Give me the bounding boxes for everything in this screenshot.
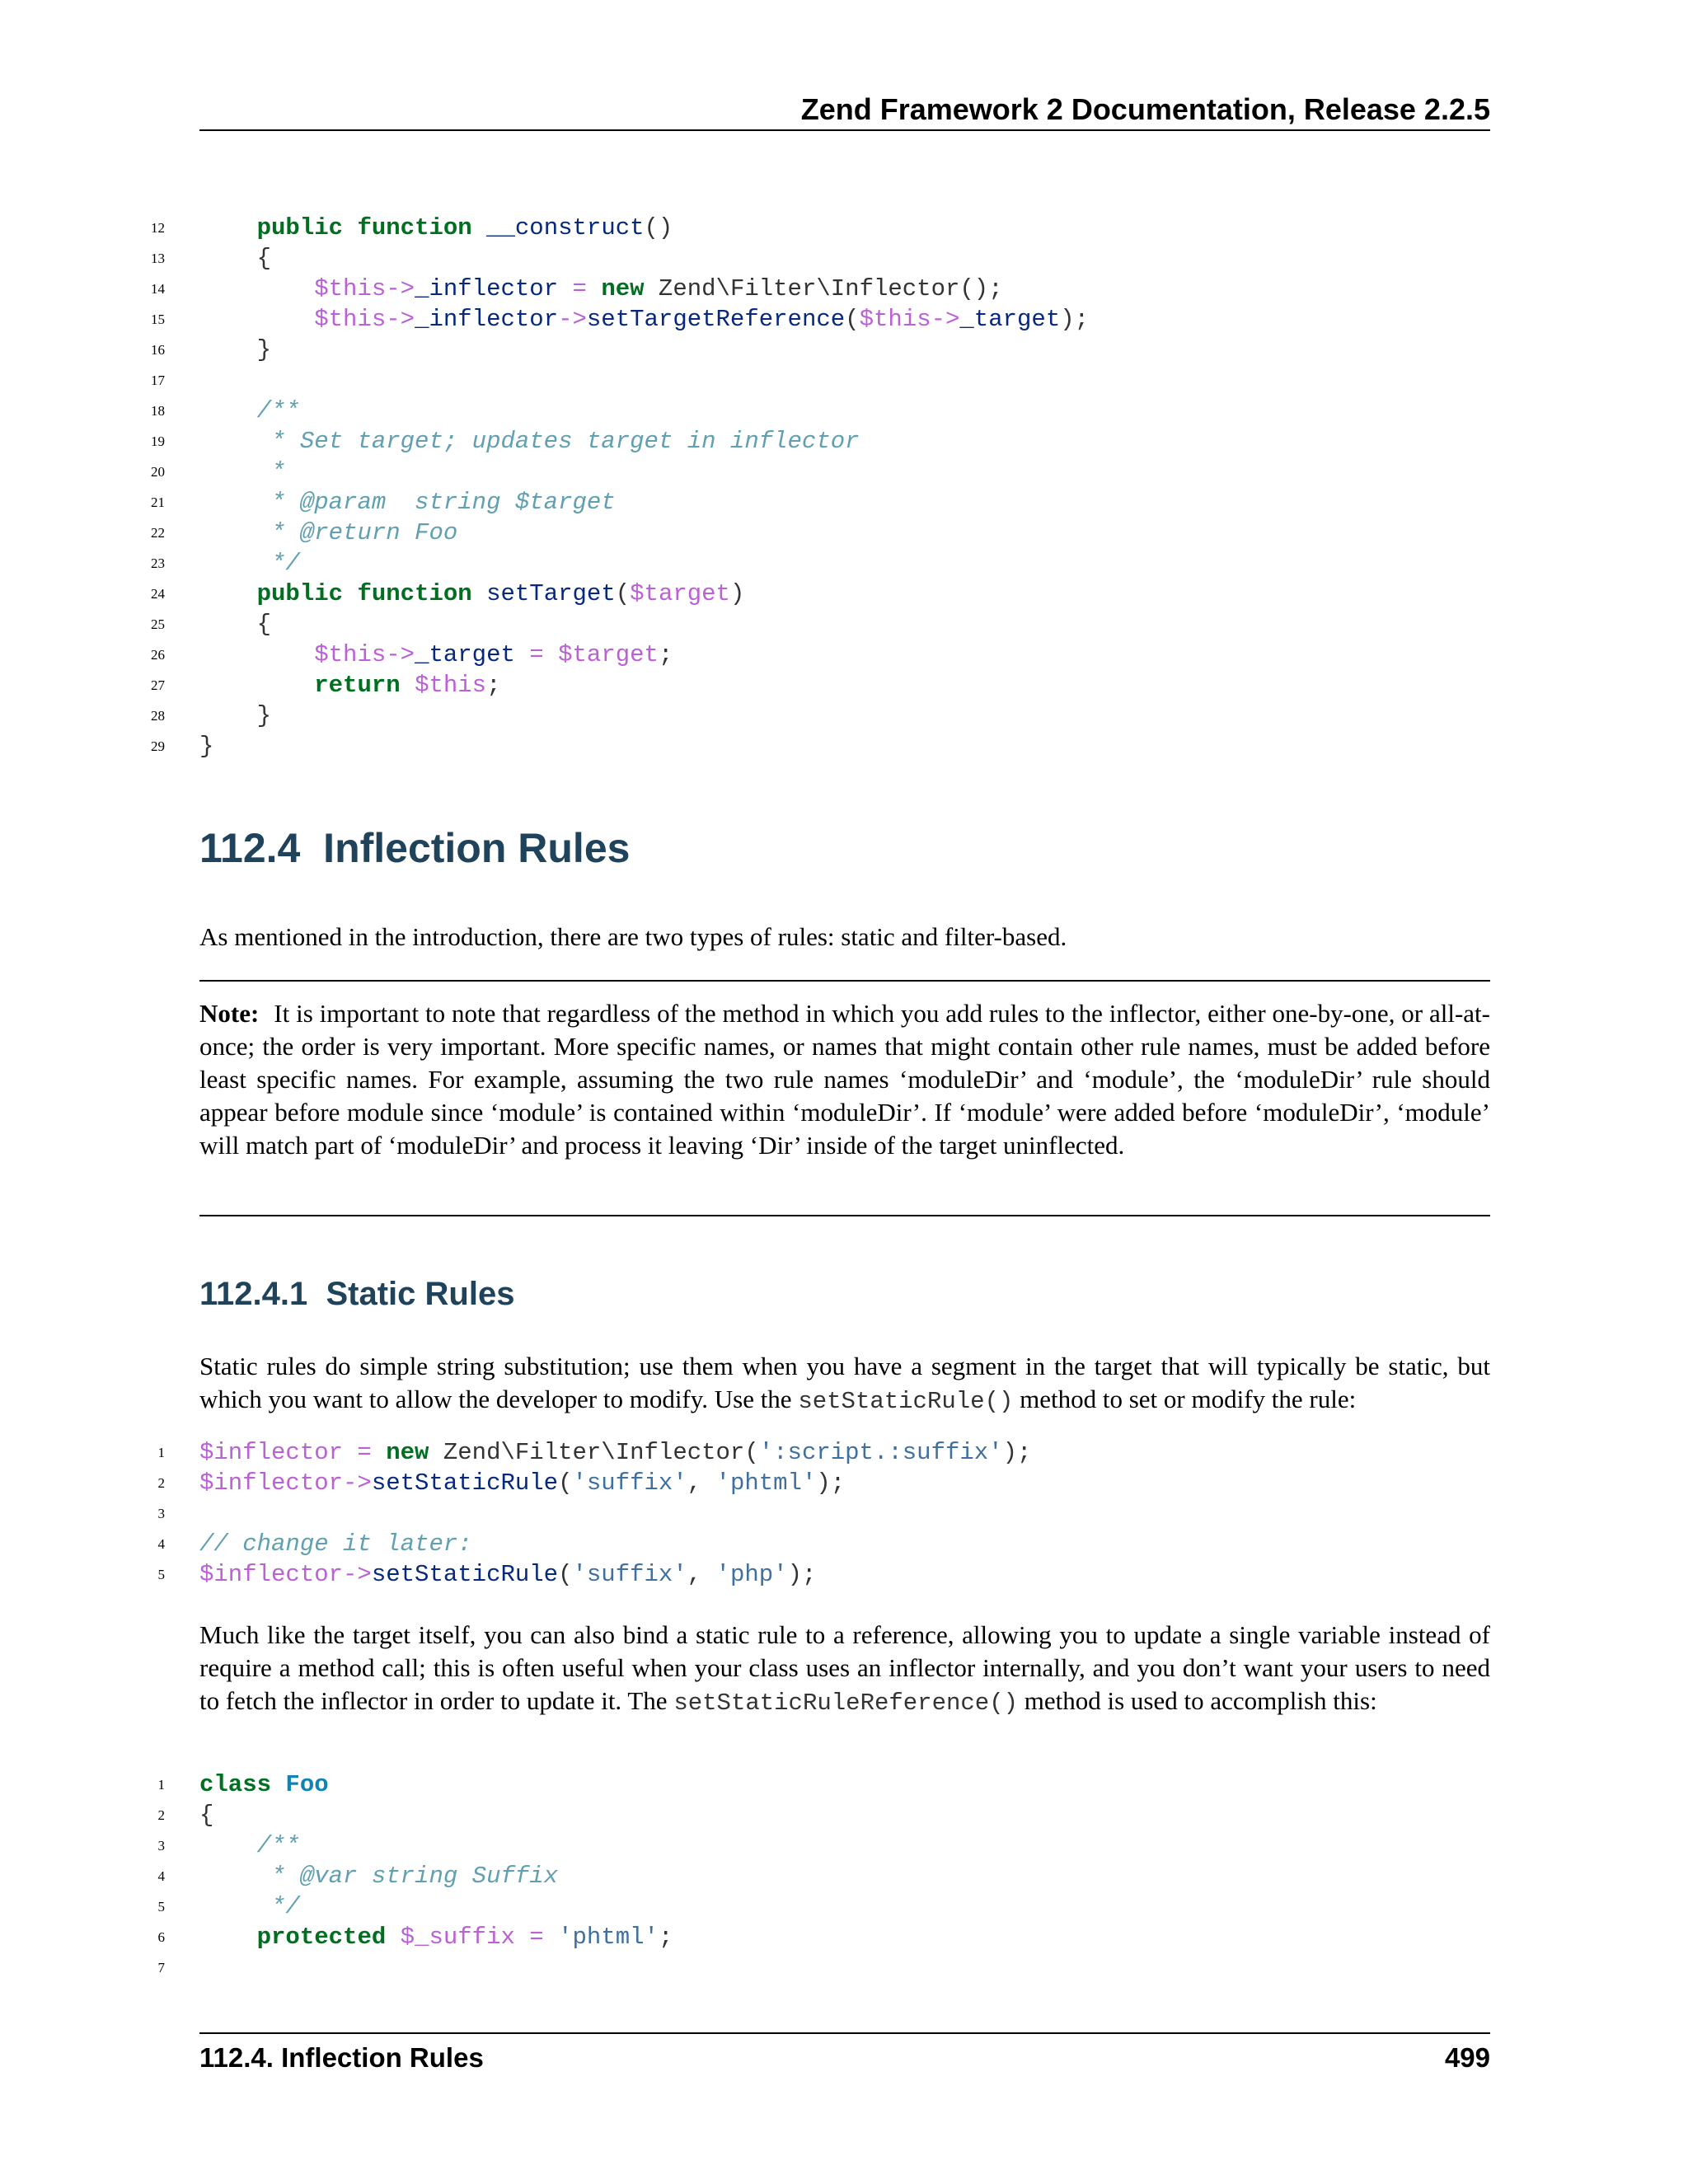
note-label: Note:: [199, 999, 260, 1028]
code-line: 27 return $this;: [151, 672, 501, 699]
code-line: 7: [157, 1960, 165, 1975]
code-line: 1 class Foo: [157, 1771, 329, 1798]
code-line: 25 {: [151, 611, 272, 638]
footer-rule: [199, 2032, 1490, 2034]
code-line: 24 public function setTarget($target): [151, 580, 745, 607]
code-line: 22 * @return Foo: [151, 519, 458, 546]
code-line: 4 * @var string Suffix: [157, 1863, 559, 1890]
code-line: 3 /**: [157, 1832, 300, 1859]
code-line: 21 * @param string $target: [151, 489, 616, 516]
page-number: 499: [1444, 2042, 1490, 2073]
inline-code: setStaticRule(): [798, 1388, 1014, 1415]
code-line: 15 $this->_inflector->setTargetReference($this->_target);: [151, 306, 1090, 333]
note-top-rule: [199, 980, 1490, 982]
code-line: 14 $this->_inflector = new Zend\Filter\Inflector();: [151, 275, 1003, 302]
running-header: Zend Framework 2 Documentation, Release 2.2.5: [800, 92, 1490, 126]
note-bottom-rule: [199, 1215, 1490, 1216]
section-title: Inflection Rules: [323, 825, 631, 871]
header-rule: [199, 129, 1490, 131]
static-rules-paragraph: Static rules do simple string substitution; use them when you have a segment in the target that will typically be static, but which you want to allow the developer to modify. Use the setStaticRule() method to set or modify the rule:: [199, 1352, 1490, 1415]
note-text: It is important to note that regardless of the method in which you add rules to the inflector, either one-by-one, or all-at-once; the order is very important. More specific names, or names that might contain other rule names, must be added before least specific names. For example, assuming the two rule names ‘moduleDir’ and ‘module’, the ‘moduleDir’ rule should appear before module since ‘module’ is contained within ‘moduleDir’. If ‘module’ were added before ‘moduleDir’, ‘module’ will match part of ‘moduleDir’ and process it leaving ‘Dir’ inside of the target uninflected.: [199, 999, 1490, 1160]
code-line: 5 $inflector->setStaticRule('suffix', 'php');: [157, 1561, 817, 1588]
code-line: 17: [151, 373, 165, 388]
intro-paragraph: As mentioned in the introduction, there are two types of rules: static and filter-based.: [199, 922, 1067, 951]
code-block-static-rule: [115, 1437, 1492, 1590]
footer-section: 112.4. Inflection Rules: [199, 2042, 484, 2073]
code-line: 2 $inflector->setStaticRule('suffix', 'phtml');: [157, 1469, 846, 1497]
subsection-heading: [199, 1276, 514, 1313]
code-line: 29 }: [151, 733, 214, 760]
code-line: 12 public function __construct(): [151, 214, 673, 241]
section-number: 112.4: [199, 825, 301, 871]
code-line: 13 {: [151, 245, 272, 272]
note-box: [199, 997, 1490, 1162]
code-line: 23 */: [151, 550, 300, 577]
code-line: 18 /**: [151, 397, 300, 424]
subsection-number: 112.4.1: [199, 1276, 308, 1312]
subsection-title: Static Rules: [326, 1276, 515, 1312]
code-line: 20 *: [151, 458, 286, 485]
code-line: 5 */: [157, 1893, 300, 1920]
code-block-constructor: [115, 213, 1492, 762]
code-line: 2 {: [157, 1802, 214, 1829]
code-line: 28 }: [151, 702, 272, 729]
code-block-class-foo: [115, 1769, 1492, 1983]
code-line: 4 // change it later:: [157, 1530, 472, 1558]
code-line: 19 * Set target; updates target in inflector: [151, 428, 860, 455]
code-line: 1 $inflector = new Zend\Filter\Inflector(':script.:suffix');: [157, 1439, 1032, 1466]
code-line: 3: [157, 1506, 165, 1521]
section-heading: [199, 824, 630, 872]
code-line: 6 protected $_suffix = 'phtml';: [157, 1924, 673, 1951]
inline-code: setStaticRuleReference(): [673, 1690, 1018, 1717]
code-line: 26 $this->_target = $target;: [151, 641, 673, 668]
code-line: 16 }: [151, 336, 272, 363]
reference-paragraph: Much like the target itself, you can also bind a static rule to a reference, allowing you to update a single variable instead of require a method call; this is often useful when your class uses an inflector internally, and you don’t want your users to need to fetch the inflector in order to update it. The setStaticRuleReference() method is used to accomplish this:: [199, 1620, 1490, 1717]
